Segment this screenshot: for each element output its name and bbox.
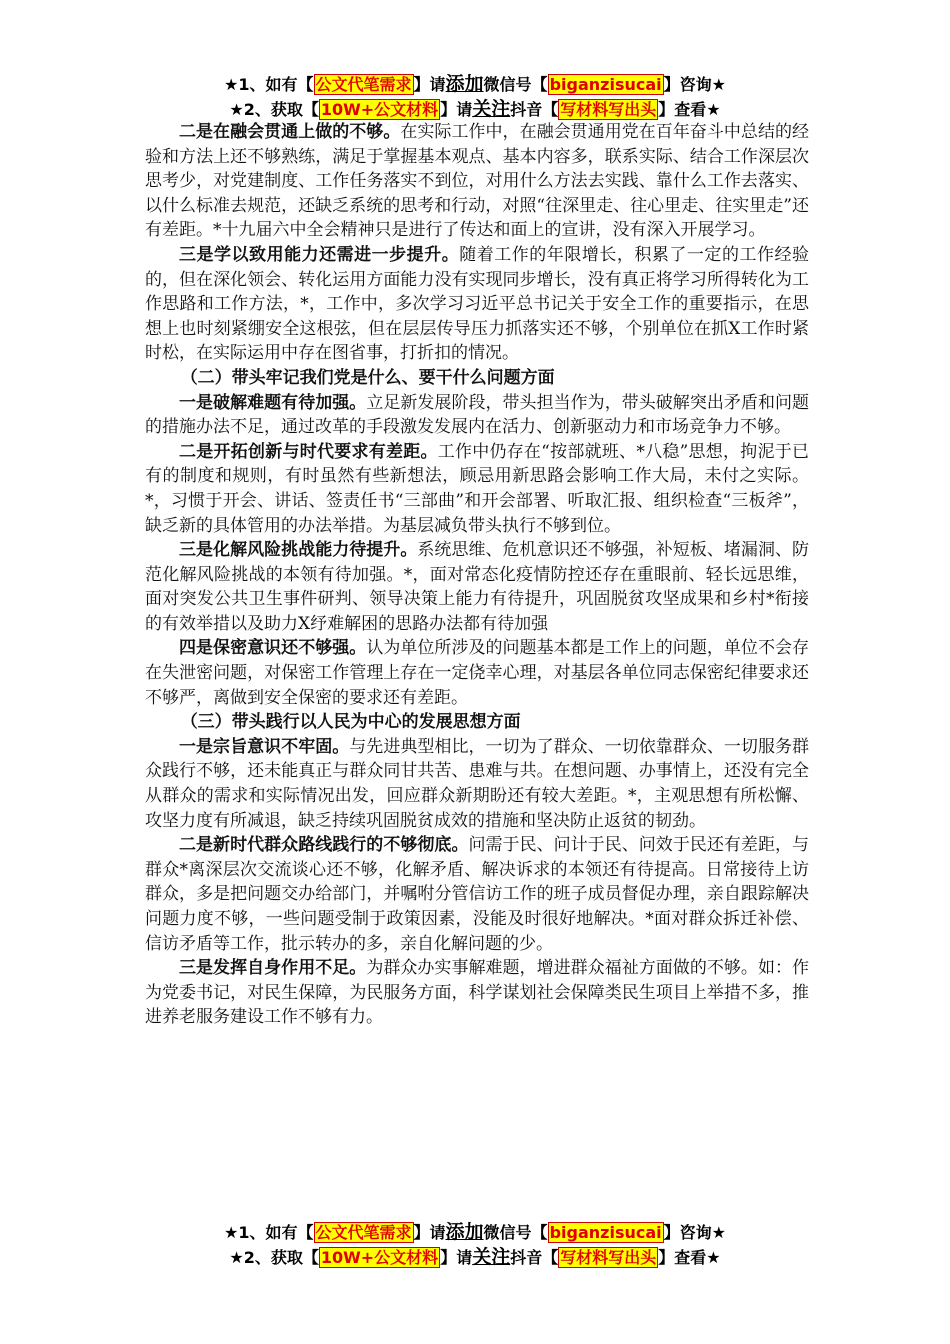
paragraph-text: 工作中仍存在“按部就班、*八稳”思想，拘泥于已有的制度和规则，有时虽然有些新想法，顾忌用新思路会影响工作大局，未付之实际。*，习惯于开会、讲话、签责任书“三部曲”和开会部署、听取汇报、组织检查“三板斧”，缺乏新的具体管用的办法举措。为基层减负带头执行不够到位。 <box>145 441 810 536</box>
body-paragraph <box>145 391 809 440</box>
star-icon: ★ <box>229 100 244 119</box>
star-icon: ★ <box>229 1248 244 1267</box>
star-icon: ★ <box>224 1223 239 1242</box>
douyin-account-tag: 写材料写出头 <box>560 100 657 119</box>
paragraph-lead: 二是新时代群众路线践行的不够彻底。 <box>179 835 469 856</box>
paragraph-lead: 一是宗旨意识不牢固。 <box>179 736 350 757</box>
paragraph-lead: 二是在融会贯通上做的不够。 <box>179 122 401 142</box>
body-paragraph <box>145 636 809 710</box>
paragraph-text: 系统思维、危机意识还不够强，补短板、堵漏洞、防范化解风险挑战的本领有待加强。*，面对常态化疫情防控还存在重眼前、轻长远思维，面对突发公共卫生事件研判、领导决策上能力有待提升，巩固脱贫攻坚成果和乡村*衔接的有效举措以及助力X纾难解困的思路办法都有待加强 <box>145 540 810 634</box>
paragraph-text: 认为单位所涉及的问题基本都是工作上的问题，单位不会存在失泄密问题，对保密工作管理上存在一定侥幸心理，对基层各单位同志保密纪律要求还不够严，离做到安全保密的要求还有差距。 <box>145 638 810 708</box>
highlight-tag: 公文代笔需求 <box>315 1223 412 1242</box>
body-paragraph <box>145 440 809 538</box>
highlight-tag: 公文代笔需求 <box>315 75 412 94</box>
document-body <box>145 120 809 1030</box>
highlight-tag: 10W+公文材料 <box>320 100 439 119</box>
paragraph-lead: 四是保密意识还不够强。 <box>179 638 367 659</box>
paragraph-text: 在实际工作中，在融会贯通用党在百年奋斗中总结的经验和方法上还不够熟练，满足于掌握基本观点、基本内容多，联系实际、结合工作深层次思考少，对党建制度、工作任务落实不到位，对用什么方法去实践、靠什么工作去落实、以什么标准去规范，还缺乏系统的思考和行动，对照“往深里走、往心里走、往实里走”还有差距。*十九届六中全会精神只是进行了传达和面上的宣讲，没有深入开展学习。 <box>145 122 810 241</box>
promo-banner-bottom-line1: ★1、如有【 公文代笔需求 】请添加微信号【 biganzisucai 】咨询★ <box>224 1221 726 1243</box>
paragraph-text: 随着工作的年限增长，积累了一定的工作经验的，但在深化领会、转化运用方面能力没有实现同步增长，没有真正将学习所得转化为工作思路和工作方法，*，工作中，多次学习习近平总书记关于安全工作的重要指示，在思想上也时刻紧绷安全这根弦，但在层层传导压力抓落实还不够，个别单位在抓X工作时紧时松，在实际运用中存在图省事，打折扣的情况。 <box>145 244 810 364</box>
body-paragraph <box>145 120 809 243</box>
paragraph-text: 与先进典型相比，一切为了群众、一切依靠群众、一切服务群众践行不够，还未能真正与群众同甘共苦、患难与共。在想问题、办事情上，还没有完全从群众的需求和实际情况出发，回应群众新期盼还有较大差距。*，主观思想有所松懈、攻坚力度有所减退，缺乏持续巩固脱贫成效的措施和坚决防止返贫的韧劲。 <box>145 736 810 831</box>
paragraph-lead: 二是开拓创新与时代要求有差距。 <box>179 441 438 462</box>
paragraph-text: 立足新发展阶段，带头担当作为，带头破解突出矛盾和问题的措施办法不足，通过改革的手段激发发展内在活力、创新驱动力和市场竞争力不够。 <box>145 392 810 438</box>
section-heading: （三）带头践行以人民为中心的发展思想方面 <box>180 712 521 733</box>
body-paragraph <box>145 833 809 956</box>
paragraph-text: 问需于民、问计于民、问效于民还有差距，与群众*离深层次交流谈心还不够，化解矛盾、解决诉求的本领还有待提高。日常接待上访群众，多是把问题交办给部门，并嘱咐分管信访工作的班子成员督促办理，亲自跟踪解决问题力度不够，一些问题受制于政策因素，没能及时很好地解决。*面对群众拆迁补偿、信访矛盾等工作，批示转办的多，亲自化解问题的少。 <box>145 835 810 954</box>
body-paragraph <box>145 538 809 636</box>
body-paragraph <box>145 735 809 833</box>
highlight-tag: 10W+公文材料 <box>320 1248 439 1267</box>
paragraph-lead: 三是学以致用能力还需进一步提升。 <box>179 244 460 265</box>
wechat-id-tag: biganzisucai <box>549 75 662 94</box>
promo-banner-top-line2: ★2、获取【 10W+公文材料 】请关注抖音【 写材料写出头 】查看★ <box>229 98 721 120</box>
star-icon: ★ <box>224 75 239 94</box>
paragraph-text: 为群众办实事解难题，增进群众福祉方面做的不够。如：作为党委书记，对民生保障，为民服务方面，科学谋划社会保障类民生项目上举措不多，推进养老服务建设工作不够有力。 <box>145 958 810 1028</box>
paragraph-lead: 三是化解风险挑战能力待提升。 <box>179 540 418 561</box>
douyin-account-tag: 写材料写出头 <box>560 1248 657 1267</box>
body-paragraph <box>145 956 809 1030</box>
wechat-id-tag: biganzisucai <box>549 1223 662 1242</box>
paragraph-lead: 一是破解难题有待加强。 <box>179 392 367 413</box>
body-paragraph <box>145 243 809 366</box>
section-heading: （二）带头牢记我们党是什么、要干什么问题方面 <box>180 367 555 388</box>
paragraph-lead: 三是发挥自身作用不足。 <box>179 958 367 979</box>
promo-banner-bottom-line2: ★2、获取【 10W+公文材料 】请关注抖音【 写材料写出头 】查看★ <box>229 1246 721 1268</box>
promo-banner-top-line1: ★1、如有【 公文代笔需求 】请添加微信号【 biganzisucai 】咨询★ <box>224 73 726 95</box>
